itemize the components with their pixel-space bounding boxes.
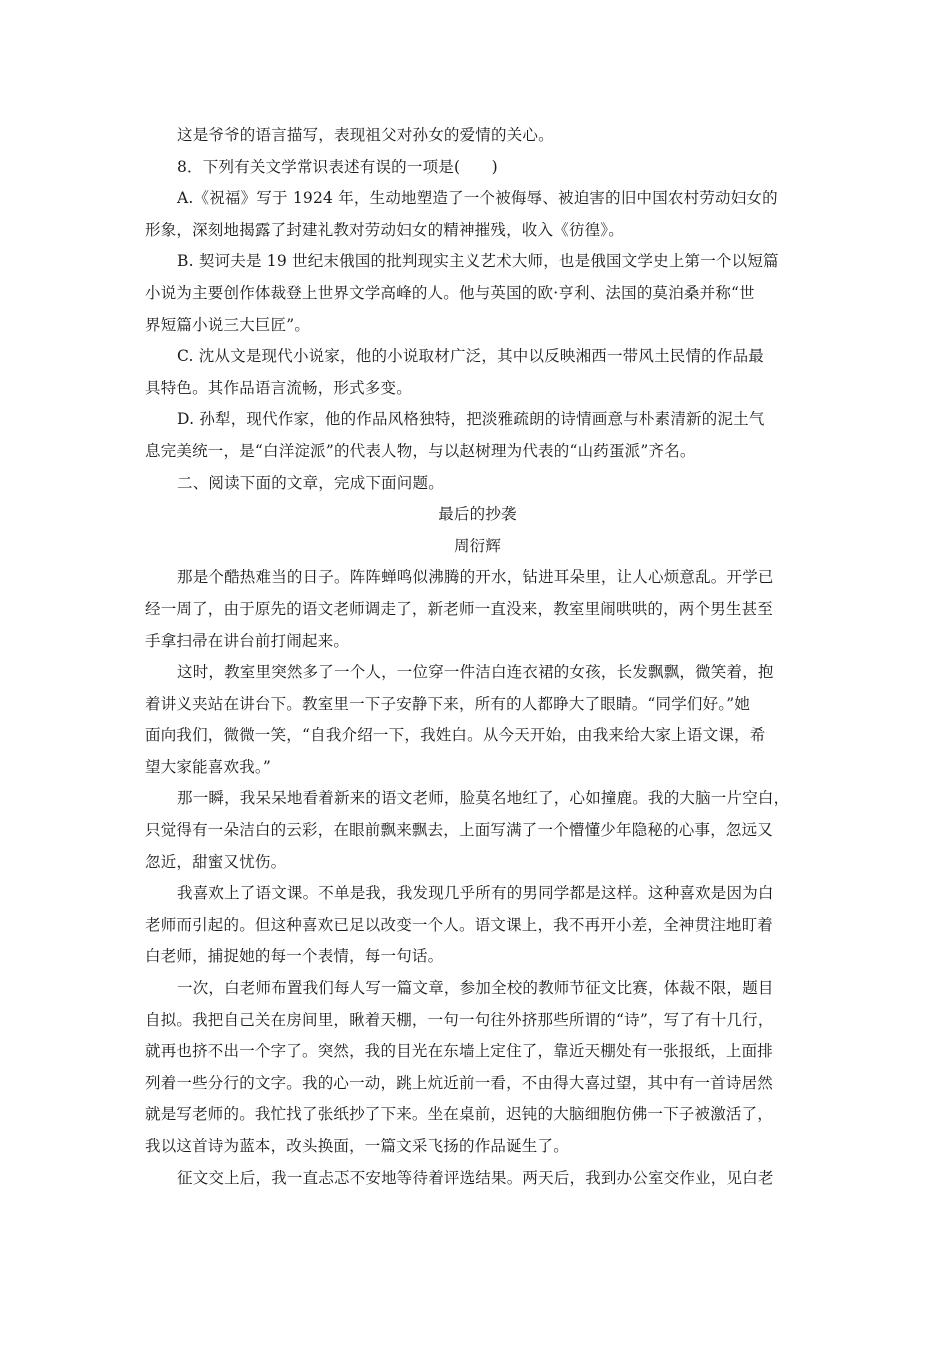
text-line: 望大家能喜欢我。” xyxy=(145,757,271,776)
text-line: 那是个酷热难当的日子。阵阵蝉鸣似沸腾的开水，钻进耳朵里，让人心烦意乱。开学已 xyxy=(177,568,774,587)
text-line: D. 孙犁，现代作家，他的作品风格独特，把淡雅疏朗的诗情画意与朴素清新的泥土气 xyxy=(177,410,765,429)
text-line: B. 契诃夫是 19 世纪末俄国的批判现实主义艺术大师，也是俄国文学史上第一个以短篇 xyxy=(177,252,779,271)
centered-heading-line: 最后的抄袭 xyxy=(438,505,517,524)
text-line: 征文交上后，我一直忐忑不安地等待着评选结果。两天后，我到办公室交作业，见白老 xyxy=(177,1168,774,1187)
text-line: 具特色。其作品语言流畅，形式多变。 xyxy=(145,378,412,397)
text-line: A.《祝福》写于 1924 年，生动地塑造了一个被侮辱、被迫害的旧中国农村劳动妇女的 xyxy=(177,189,778,208)
text-line: 一次，白老师布置我们每人写一篇文章，参加全校的教师节征文比赛，体裁不限，题目 xyxy=(177,979,774,998)
text-line: 小说为主要创作体裁登上世界文学高峰的人。他与英国的欧·亨利、法国的莫泊桑并称“世 xyxy=(145,283,755,302)
text-line: 白老师，捕捉她的每一个表情，每一句话。 xyxy=(145,947,444,966)
text-line: 息完美统一，是“白洋淀派”的代表人物，与以赵树理为代表的“山药蛋派”齐名。 xyxy=(145,441,696,460)
text-line: 只觉得有一朵洁白的云彩，在眼前飘来飘去，上面写满了一个懵懂少年隐秘的心事，忽远又 xyxy=(145,821,774,840)
text-line: 二、阅读下面的文章，完成下面问题。 xyxy=(177,473,444,492)
text-line: 面向我们，微微一笑，“自我介绍一下，我姓白。从今天开始，由我来给大家上语文课，希 xyxy=(145,726,766,745)
text-line: 手拿扫帚在讲台前打闹起来。 xyxy=(145,631,350,650)
text-line: 那一瞬，我呆呆地看着新来的语文老师，脸莫名地红了，心如撞鹿。我的大脑一片空白， xyxy=(177,789,790,808)
centered-heading-line: 周衍辉 xyxy=(453,536,502,555)
text-line: 8．下列有关文学常识表述有误的一项是( ) xyxy=(177,157,498,176)
text-line: 我以这首诗为蓝本，改头换面，一篇文采飞扬的作品诞生了。 xyxy=(145,1137,569,1155)
text-line: 经一周了，由于原先的语文老师调走了，新老师一直没来，教室里闹哄哄的，两个男生甚至 xyxy=(145,599,774,618)
text-line: 就再也挤不出一个字了。突然，我的目光在东墙上定住了，靠近天棚处有一张报纸，上面排 xyxy=(145,1042,774,1061)
text-line: 形象，深刻地揭露了封建礼教对劳动妇女的精神摧残，收入《彷徨》。 xyxy=(145,220,624,239)
text-line: 列着一些分行的文字。我的心一动，跳上炕近前一看，不由得大喜过望，其中有一首诗居然 xyxy=(145,1073,774,1092)
text-line: 这时，教室里突然多了一个人，一位穿一件洁白连衣裙的女孩，长发飘飘，微笑着，抱 xyxy=(177,663,774,682)
text-line: 忽近，甜蜜又忧伤。 xyxy=(145,852,287,871)
text-line: 界短篇小说三大巨匠”。 xyxy=(145,315,311,334)
document-page xyxy=(145,120,810,1194)
text-line: 着讲义夹站在讲台下。教室里一下子安静下来，所有的人都睁大了眼睛。“同学们好。”她 xyxy=(145,694,751,713)
text-line: 老师而引起的。但这种喜欢已足以改变一个人。语文课上，我不再开小差，全神贯注地盯着 xyxy=(145,915,774,934)
text-line: 自拟。我把自己关在房间里，瞅着天棚，一句一句往外挤那些所谓的“诗”，写了有十几行， xyxy=(145,1010,774,1029)
text-line: 我喜欢上了语文课。不单是我，我发现几乎所有的男同学都是这样。这种喜欢是因为白 xyxy=(177,884,774,903)
text-line: C. 沈从文是现代小说家，他的小说取材广泛，其中以反映湘西一带风土民情的作品最 xyxy=(177,347,764,366)
text-line: 就是写老师的。我忙找了张纸抄了下来。坐在桌前，迟钝的大脑细胞仿佛一下子被激活了， xyxy=(145,1105,774,1124)
text-line: 这是爷爷的语言描写，表现祖父对孙女的爱情的关心。 xyxy=(177,126,554,144)
